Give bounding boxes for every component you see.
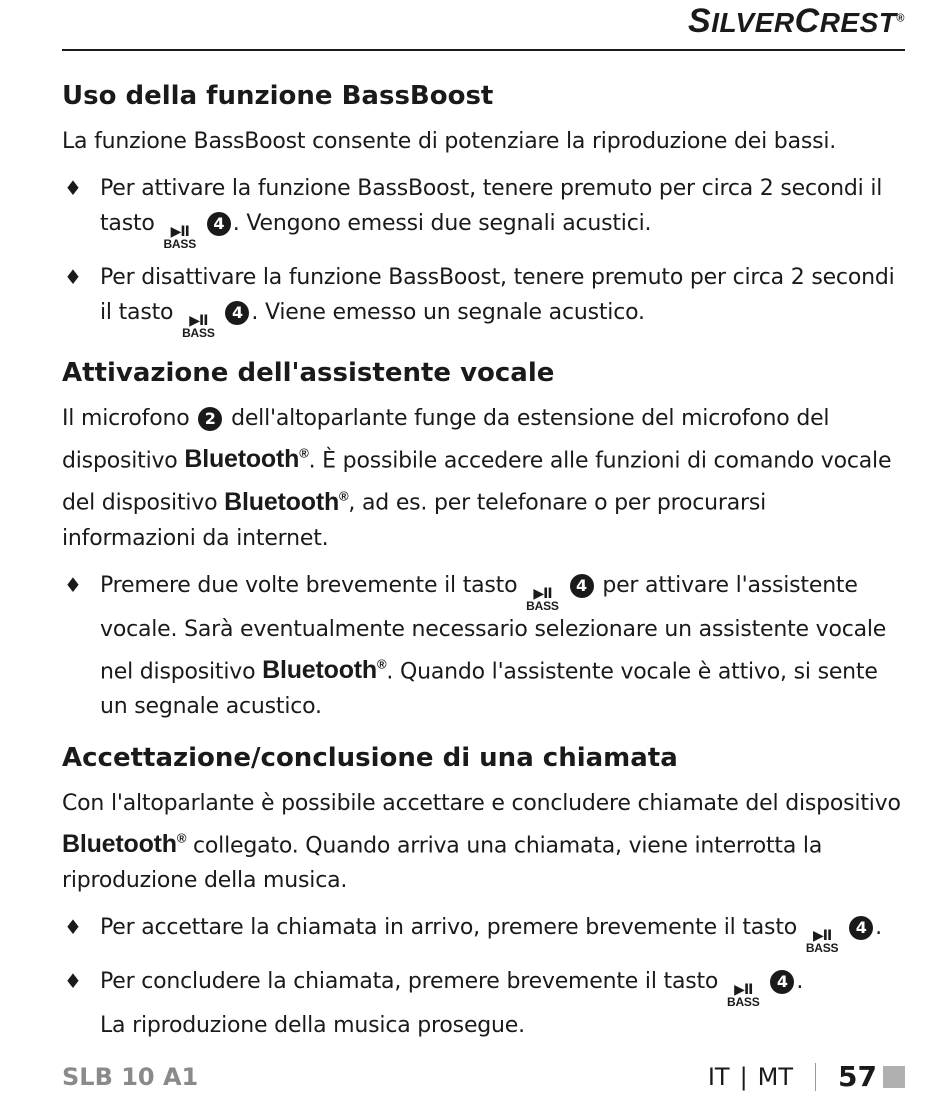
page-marker-square: [883, 1066, 905, 1088]
language-divider: |: [739, 1062, 748, 1091]
page-number: 57: [838, 1060, 877, 1093]
list-item: ♦ Per attivare la funzione BassBoost, tenere premuto per circa 2 secondi il tasto ▶II BASS 4 . Vengono emessi due segnali acustici.: [62, 171, 905, 250]
list-item: ♦ Per concludere la chiamata, premere brevemente il tasto ▶II BASS 4 . La riproduzione della musica prosegue.: [62, 964, 905, 1043]
list-item: ♦ Per accettare la chiamata in arrivo, premere brevemente il tasto ▶II BASS 4 .: [62, 910, 905, 954]
play-pause-bass-key-icon: ▶II BASS: [526, 585, 559, 613]
section-paragraph: Con l'altoparlante è possibile accettare e concludere chiamate del dispositivo Bluetooth® collegato. Quando arriva una chiamata, viene interrotta la riproduzione della musica.: [62, 790, 901, 894]
play-pause-bass-key-icon: ▶II BASS: [163, 224, 196, 251]
footer-separator: [815, 1063, 816, 1091]
callout-number: 4: [849, 916, 873, 940]
bluetooth-wordmark: Bluetooth®: [224, 487, 349, 516]
diamond-bullet-icon: ♦: [64, 915, 82, 940]
list-item: ♦ Per disattivare la funzione BassBoost, tenere premuto per circa 2 secondi il tasto ▶II BASS 4 . Viene emesso un segnale acustico.: [62, 260, 905, 339]
diamond-bullet-icon: ♦: [64, 969, 82, 994]
play-pause-bass-key-icon: ▶II BASS: [182, 313, 215, 340]
page-content: [62, 78, 905, 1059]
bluetooth-wordmark: Bluetooth®: [62, 830, 187, 859]
diamond-bullet-icon: ♦: [64, 572, 82, 597]
brand-logo: SILVERCREST®: [688, 2, 905, 40]
callout-number: 4: [225, 301, 249, 325]
bluetooth-wordmark: Bluetooth®: [262, 655, 387, 684]
model-number: SLB 10 A1: [62, 1063, 199, 1091]
language-it: IT: [707, 1062, 730, 1091]
section-paragraph: Il microfono 2 dell'altoparlante funge da estensione del microfono del dispositivo Bluetooth®. È possibile accedere alle funzioni di comando vocale del dispositivo Bluetooth®, ad es. per telefonare o per procurarsi informazioni da internet.: [62, 406, 892, 551]
header-rule: [62, 49, 905, 51]
list-item: ♦ Premere due volte brevemente il tasto ▶II BASS 4 per attivare l'assistente vocale. Sarà eventualmente necessario selezionare un assistente vocale nel dispositivo Bluetooth®. Quando l'assistente vocale è attivo, si sente un segnale acustico.: [62, 568, 905, 724]
callout-number: 4: [207, 212, 231, 236]
callout-number: 4: [770, 970, 794, 994]
section-intro: La funzione BassBoost consente di potenziare la riproduzione dei bassi.: [62, 129, 837, 154]
diamond-bullet-icon: ♦: [64, 176, 82, 200]
language-mt: MT: [757, 1062, 794, 1091]
play-pause-bass-key-icon: ▶II BASS: [805, 928, 839, 956]
bullet-list: [62, 568, 905, 724]
section-title-bassboost: Uso della funzione BassBoost: [62, 81, 494, 111]
bullet-list: [62, 910, 905, 1043]
callout-number: 4: [570, 574, 594, 598]
play-pause-bass-key-icon: ▶II BASS: [727, 982, 760, 1010]
footer-page-info: [708, 1060, 905, 1093]
section-title-calls: Accettazione/conclusione di una chiamata: [62, 742, 678, 773]
section-title-voice-assistant: Attivazione dell'assistente vocale: [62, 358, 555, 388]
bluetooth-wordmark: Bluetooth®: [184, 445, 309, 474]
callout-number: 2: [198, 407, 222, 431]
diamond-bullet-icon: ♦: [64, 265, 82, 289]
bullet-list: [62, 171, 905, 339]
